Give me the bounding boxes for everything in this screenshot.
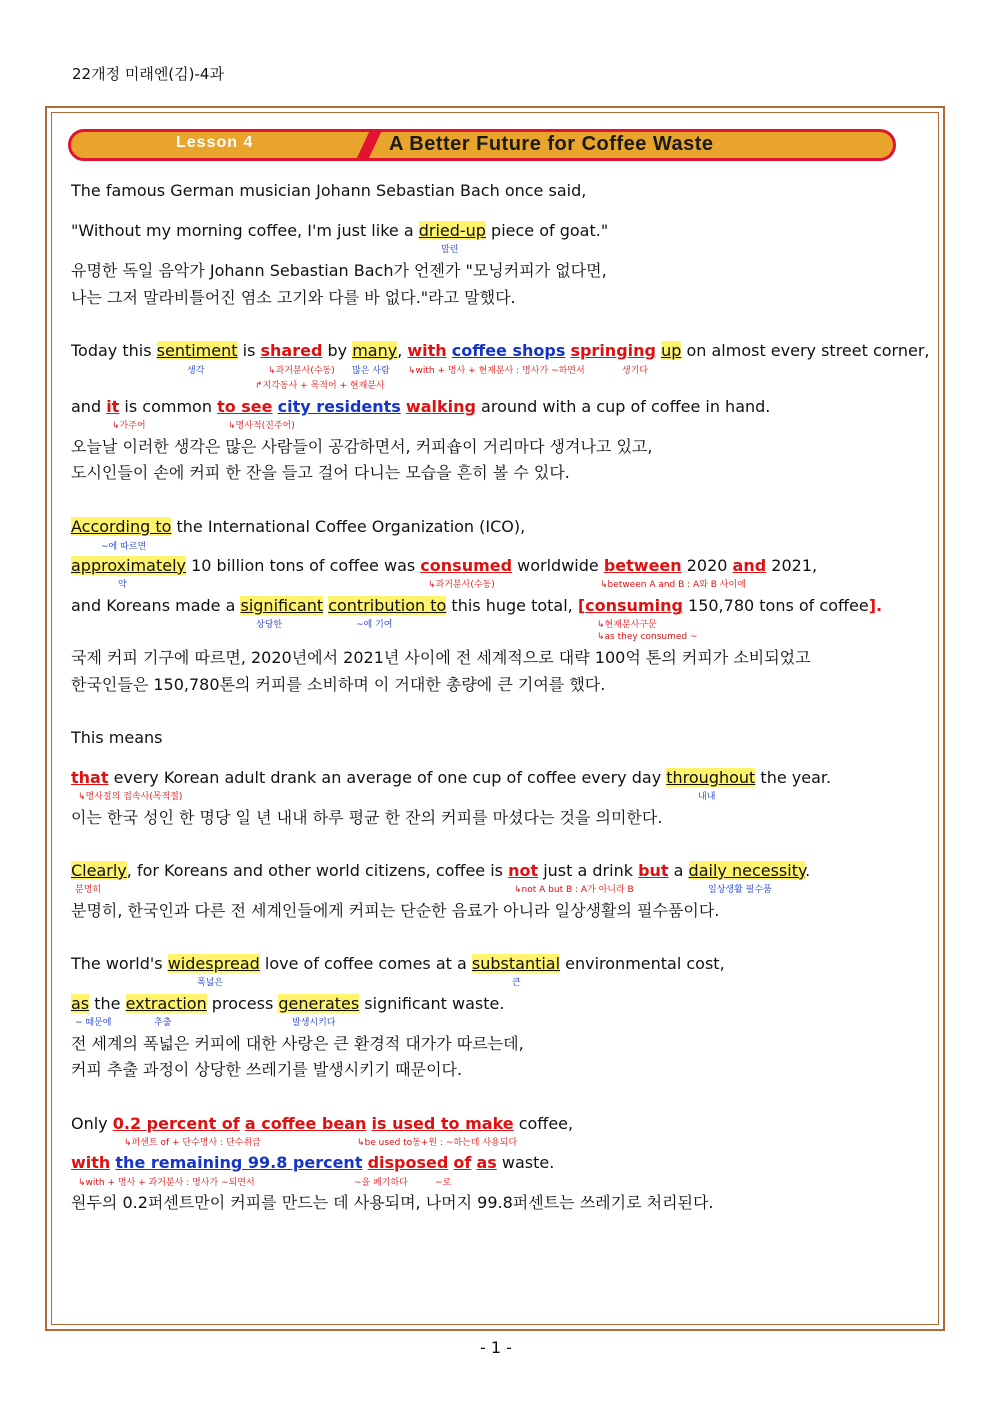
note-as: ~ 때문에 <box>75 1018 112 1028</box>
note-throughout: 내내 <box>698 792 716 802</box>
note-not-but: ↳not A but B : A가 아니라 B <box>514 885 634 895</box>
note-dispose-of: ~을 폐기하다 <box>354 1178 408 1188</box>
note-as-they-consumed: ↳as they consumed ~ <box>597 632 698 642</box>
p2-korean-1: 오늘날 이러한 생각은 많은 사람들이 공감하면서, 커피숍이 거리마다 생겨나고 있고, <box>71 437 653 456</box>
note-to-see: ↳명사적(진주어) <box>228 421 295 431</box>
p1-korean-2: 나는 그저 말라비틀어진 염소 고기와 다를 바 없다."라고 말했다. <box>71 288 516 307</box>
lesson-title: A Better Future for Coffee Waste <box>389 133 714 155</box>
note-daily-necessity: 일상생활 필수품 <box>708 885 772 895</box>
note-many: 많은 사람 <box>352 366 390 376</box>
p5-korean-1: 분명히, 한국인과 다른 전 세계인들에게 커피는 단순한 음료가 아니라 일상생활의 필수품이다. <box>71 901 720 920</box>
note-contribution: ~에 기여 <box>356 620 393 630</box>
p2-korean-2: 도시인들이 손에 커피 한 잔을 들고 걸어 다니는 모습을 흔히 볼 수 있다. <box>71 463 570 482</box>
note-it: ↳가주어 <box>112 421 146 431</box>
note-generates: 발생시키다 <box>292 1018 336 1028</box>
note-approximately: 약 <box>118 580 127 590</box>
p1-korean-1: 유명한 독일 음악가 Johann Sebastian Bach가 언젠가 "모닝커피가 없다면, <box>71 261 607 280</box>
p1-line2: "Without my morning coffee, I'm just like a dried-up piece of goat." <box>71 221 609 240</box>
note-springing: 생기다 <box>622 366 649 376</box>
p7-line2: with the remaining 99.8 percent disposed of as waste. <box>71 1153 555 1172</box>
note-significant: 상당한 <box>256 620 283 630</box>
p7-korean-1: 원두의 0.2퍼센트만이 커피를 만드는 데 사용되며, 나머지 99.8퍼센트는 쓰레기로 처리된다. <box>71 1193 714 1212</box>
note-extraction: 추출 <box>154 1018 172 1028</box>
p6-line1: The world's widespread love of coffee comes at a substantial environmental cost, <box>71 954 725 973</box>
document-header: 22개정 미래엔(김)-4과 <box>72 65 224 83</box>
p2-line2: and it is common to see city residents walking around with a cup of coffee in hand. <box>71 397 771 416</box>
note-shared: ↳과거분사(수동) <box>268 366 335 376</box>
note-according-to: ~에 따르면 <box>101 542 147 552</box>
note-clearly: 분명히 <box>75 885 102 895</box>
note-percent-of: ↳퍼센트 of + 단수명사 : 단수취급 <box>124 1138 261 1148</box>
p3-korean-2: 한국인들은 150,780톤의 커피를 소비하며 이 거대한 총량에 큰 기여를 했다. <box>71 675 606 694</box>
lesson-label: Lesson 4 <box>176 134 254 151</box>
p3-line3: and Koreans made a significant contribution to this huge total, [consuming 150,780 tons of coffee]. <box>71 596 883 615</box>
p4-line2: that every Korean adult drank an average of one cup of coffee every day throughout the year. <box>71 768 832 787</box>
note-as-waste: ~로 <box>435 1178 452 1188</box>
note-with: ↳with + 명사 + 현재분사 : 명사가 ~하면서 <box>408 366 585 376</box>
note-consumed: ↳과거분사(수동) <box>428 580 495 590</box>
note-substantial: 큰 <box>512 978 521 988</box>
note-that: ↳명사절의 접속사(목적절) <box>78 792 183 802</box>
note-between: ↳between A and B : A와 B 사이에 <box>600 580 746 590</box>
note-sentiment: 생각 <box>187 366 205 376</box>
p2-line1: Today this sentiment is shared by many, with coffee shops springing up on almost every street corner, <box>71 341 930 360</box>
p3-line2: approximately 10 billion tons of coffee was consumed worldwide between 2020 and 2021, <box>71 556 818 575</box>
p7-line1: Only 0.2 percent of a coffee bean is used to make coffee, <box>71 1114 574 1133</box>
p3-line1: According to the International Coffee Organization (ICO), <box>71 517 526 536</box>
note-dried-up: 말린 <box>441 245 459 255</box>
note-be-used-to: ↳be used to동+원 : ~하는데 사용되다 <box>357 1138 518 1148</box>
p4-line1: This means <box>71 728 163 747</box>
p1-line1: The famous German musician Johann Sebastian Bach once said, <box>71 181 587 200</box>
page-number: - 1 - <box>480 1338 512 1357</box>
note-participle: ↳현재분사구문 <box>597 620 657 630</box>
lesson-banner <box>68 129 896 161</box>
note-widespread: 폭넓은 <box>197 978 224 988</box>
p6-korean-2: 커피 추출 과정이 상당한 쓰레기를 발생시키기 때문이다. <box>71 1060 463 1079</box>
p6-korean-1: 전 세계의 폭넓은 커피에 대한 사랑은 큰 환경적 대가가 따르는데, <box>71 1034 524 1053</box>
p5-line1: Clearly, for Koreans and other world citizens, coffee is not just a drink but a daily necessity. <box>71 861 811 880</box>
p4-korean-1: 이는 한국 성인 한 명당 일 년 내내 하루 평균 한 잔의 커피를 마셨다는 것을 의미한다. <box>71 808 663 827</box>
p3-korean-1: 국제 커피 기구에 따르면, 2020년에서 2021년 사이에 전 세계적으로 대략 100억 톤의 커피가 소비되었고 <box>71 648 811 667</box>
p6-line2: as the extraction process generates significant waste. <box>71 994 505 1013</box>
note-with-pp: ↳with + 명사 + 과거분사 : 명사가 ~되면서 <box>78 1178 255 1188</box>
note-perception-verb: ↱지각동사 + 목적어 + 현재분사 <box>255 381 385 391</box>
